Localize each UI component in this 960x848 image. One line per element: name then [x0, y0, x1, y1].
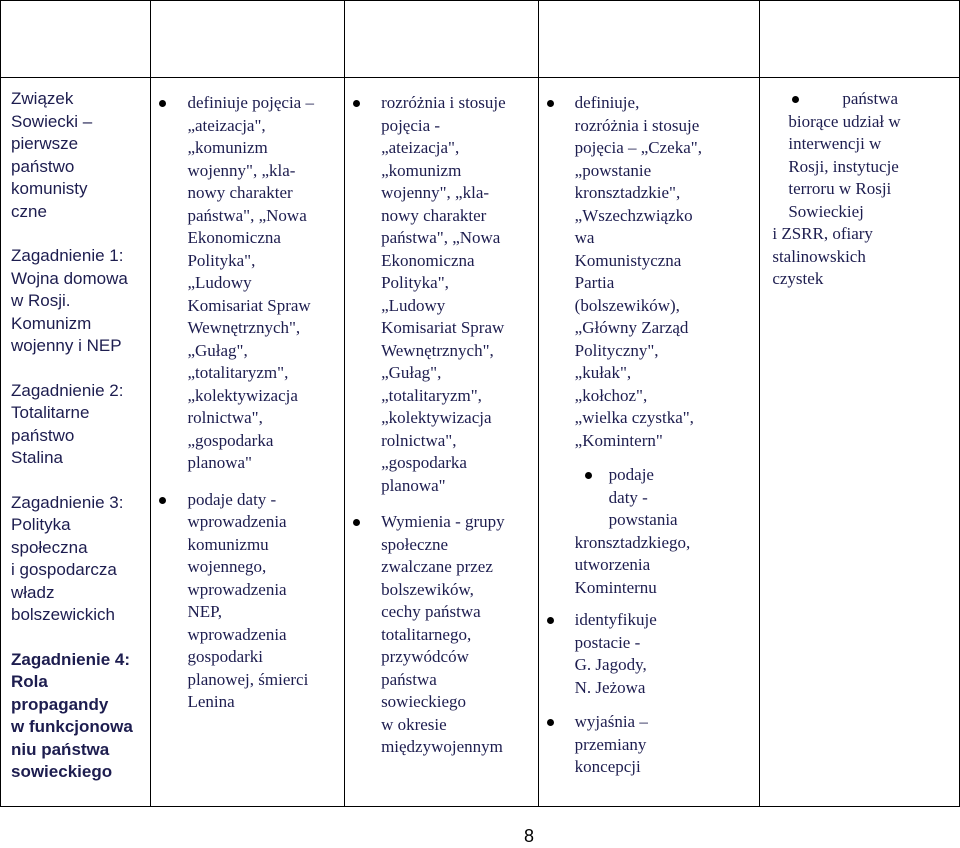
header-cell-5: [760, 1, 960, 78]
requirements-cell-5: [760, 78, 960, 807]
header-cell-2: [151, 1, 345, 78]
list-item: rozróżnia i stosuje pojęcia - „ateizacja", „komunizm wojenny", „kla- nowy charakter państwa", „Nowa Ekonomiczna Polityka", „Ludowy Komisariat Spraw Wewnętrznych", „Gułag", „totalitaryzm", „kolektywizacja rolnictwa", „gospodarka planowa": [345, 92, 538, 497]
bullet-icon: [159, 497, 166, 504]
list-item: państwa: [760, 88, 953, 111]
requirements-list-4: [539, 78, 760, 452]
bullet-icon: [792, 96, 799, 103]
list-item: Wymienia - grupy społeczne zwalczane przez bolszewików, cechy państwa totalitarnego, przywódców państwa sowieckiego w okresie międzywojennym: [345, 511, 538, 759]
sub-item: podaje daty - powstania: [539, 464, 760, 532]
bullet-icon: [353, 519, 360, 526]
requirements-list-2: [151, 78, 344, 714]
topic-title: Związek Sowiecki – pierwsze państwo komunisty czne: [11, 89, 93, 221]
content-row: [1, 78, 960, 807]
requirements-list-5: państwa biorące udział w interwencji w Rosji, instytucje terroru w Rosji Sowieckiej i ZSRR, ofiary stalinowskich czystek: [760, 78, 959, 291]
page-number: 8: [524, 826, 535, 846]
list-item: wyjaśnia – przemiany koncepcji: [539, 711, 760, 779]
requirements-cell-2: [151, 78, 345, 807]
requirements-list-3: [345, 78, 538, 759]
bullet-icon: [547, 100, 554, 107]
sub-item-continued: kronsztadzkiego, utworzenia Kominternu: [574, 532, 691, 597]
header-row: [1, 1, 960, 78]
requirements-cell-4: [538, 78, 760, 807]
topic-cell: [1, 78, 151, 807]
requirements-cell-3: [345, 78, 539, 807]
requirements-list-4b: [539, 609, 760, 779]
list-item: identyfikuje postacie - G. Jagody, N. Jeżowa: [539, 609, 760, 699]
bullet-icon: [353, 100, 360, 107]
bullet-icon: [159, 100, 166, 107]
section-2: Zagadnienie 2: Totalitarne państwo Stalina: [11, 380, 124, 467]
section-4: Zagadnienie 4: Rola propagandy w funkcjonowa niu państwa sowieckiego: [11, 649, 133, 781]
section-1: Zagadnienie 1: Wojna domowa w Rosji. Komunizm wojenny i NEP: [11, 246, 128, 355]
bullet-icon: [547, 617, 554, 624]
header-cell-3: [345, 1, 539, 78]
bullet-icon: [585, 472, 592, 479]
section-3: Zagadnienie 3: Polityka społeczna i gospodarcza władz bolszewickich: [11, 492, 124, 624]
bullet-icon: [547, 719, 554, 726]
list-item: definiuje pojęcia – „ateizacja", „komunizm wojenny", „kla- nowy charakter państwa", „Nowa Ekonomiczna Polityka", „Ludowy Komisariat Spraw Wewnętrznych", „Gułag", „totalitaryzm", „kolektywizacja rolnictwa", „gospodarka planowa": [151, 92, 344, 475]
list-item: podaje daty - wprowadzenia komunizmu wojennego, wprowadzenia NEP, wprowadzenia gospodarki planowej, śmierci Lenina: [151, 489, 344, 714]
header-cell-4: [538, 1, 760, 78]
list-item: definiuje, rozróżnia i stosuje pojęcia – „Czeka", „powstanie kronsztadzkie", „Wszechzwiązko wa Komunistyczna Partia (bolszewików), „Główny Zarząd Polityczny", „kułak", „kołchoz", „wielka czystka", „Komintern": [539, 92, 760, 452]
header-cell-1: [1, 1, 151, 78]
